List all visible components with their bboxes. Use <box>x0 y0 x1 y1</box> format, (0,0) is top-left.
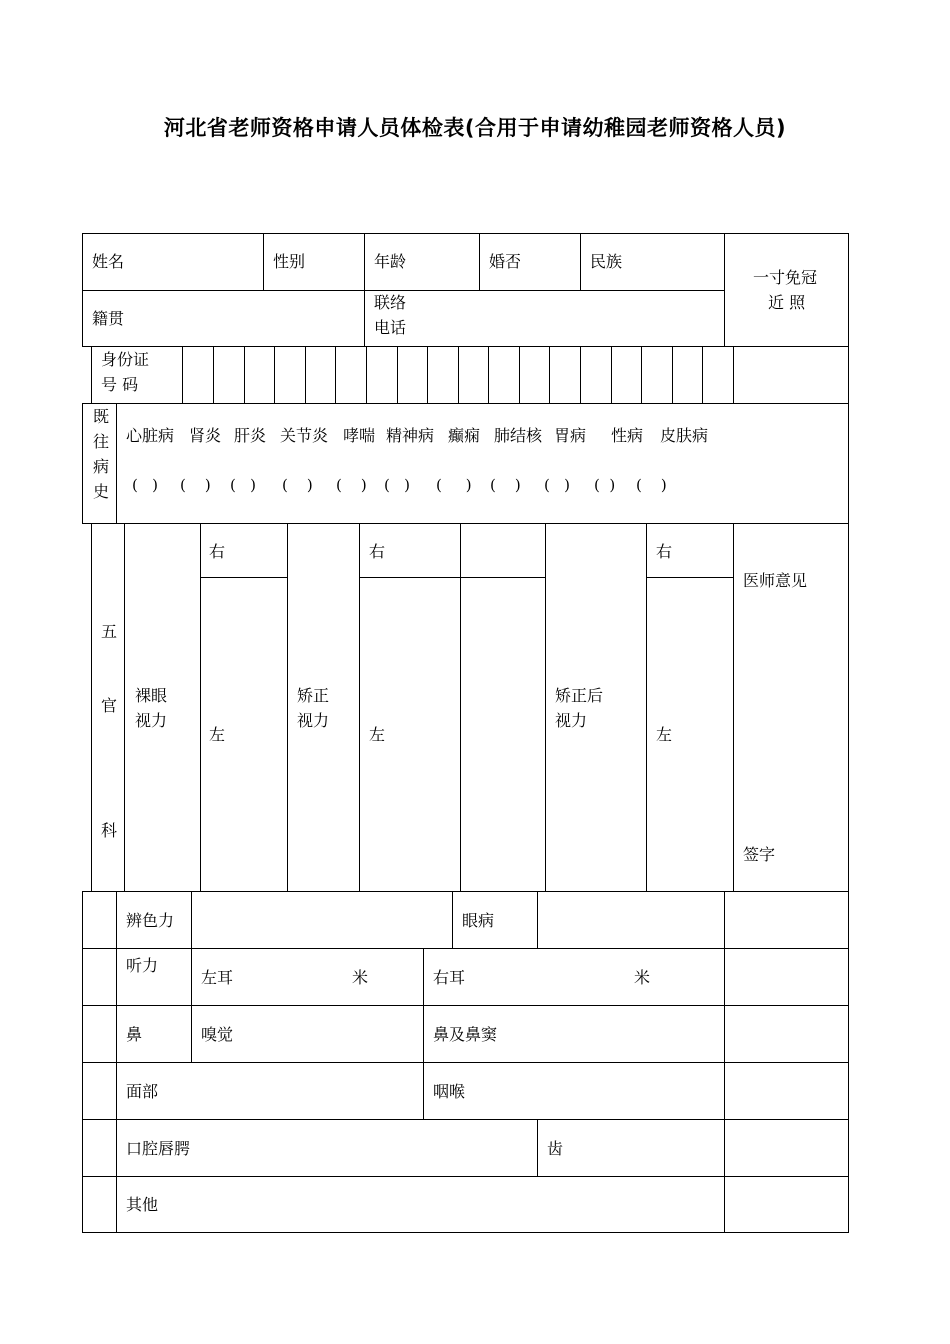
smell-label: 嗅觉 <box>201 1025 234 1044</box>
color-vision-label: 辨色力 <box>126 911 175 930</box>
history-label-char: 史 <box>93 482 110 501</box>
corrected-vision-label-line1: 矫正 <box>297 686 330 705</box>
disease-heart: 心脏病 <box>126 426 175 445</box>
other-label: 其他 <box>126 1195 159 1214</box>
disease-std: 性病 <box>611 426 644 445</box>
ethnicity-label: 民族 <box>590 252 623 271</box>
phone-label-line1: 联络 <box>374 293 407 312</box>
nose-label: 鼻 <box>126 1025 143 1044</box>
disease-checkbox[interactable]: ( ) <box>594 476 616 494</box>
disease-tuberculosis: 肺结核 <box>494 426 543 445</box>
age-label: 年龄 <box>374 252 407 271</box>
page-title: 河北省老师资格申请人员体检表(合用于申请幼稚园老师资格人员) <box>163 116 787 140</box>
photo-label-line1: 一寸免冠 <box>753 268 818 287</box>
after-correction-label-line2: 视力 <box>555 711 588 730</box>
disease-epilepsy: 癫痫 <box>448 426 481 445</box>
naked-left-label: 左 <box>209 725 226 744</box>
disease-checkbox[interactable]: ( ) <box>336 476 367 494</box>
naked-vision-label-line1: 裸眼 <box>135 686 168 705</box>
corrected-vision-label-line2: 视力 <box>297 711 330 730</box>
disease-checkbox[interactable]: ( ) <box>436 476 472 494</box>
disease-checkbox[interactable]: ( ) <box>490 476 521 494</box>
throat-label: 咽喉 <box>433 1082 466 1101</box>
eye-disease-label: 眼病 <box>462 911 495 930</box>
naked-vision-label-line2: 视力 <box>135 711 168 730</box>
history-label-char: 病 <box>93 457 110 476</box>
disease-checkbox[interactable]: ( ) <box>384 476 411 494</box>
disease-nephritis: 肾炎 <box>189 426 222 445</box>
hearing-label: 听力 <box>126 956 159 975</box>
disease-checkbox[interactable]: ( ) <box>636 476 667 494</box>
disease-checkbox[interactable]: ( ) <box>230 476 257 494</box>
gender-label: 性别 <box>273 252 306 271</box>
disease-mental: 精神病 <box>386 426 435 445</box>
teeth-label: 齿 <box>547 1139 564 1158</box>
phone-label-line2: 电话 <box>374 318 407 337</box>
history-label-char: 往 <box>93 432 110 451</box>
dept-char: 官 <box>101 696 118 715</box>
disease-skin: 皮肤病 <box>660 426 709 445</box>
disease-checkbox[interactable]: ( ) <box>282 476 313 494</box>
disease-checkbox[interactable]: ( ) <box>544 476 571 494</box>
id-label-line2: 号 码 <box>101 375 139 394</box>
marital-label: 婚否 <box>489 252 522 271</box>
face-label: 面部 <box>126 1082 159 1101</box>
oral-label: 口腔唇腭 <box>126 1139 191 1158</box>
after-right-label: 右 <box>656 542 673 561</box>
after-left-label: 左 <box>656 725 673 744</box>
corrected-left-label: 左 <box>369 725 386 744</box>
dept-char: 科 <box>101 821 118 840</box>
corrected-right-label: 右 <box>369 542 386 561</box>
disease-stomach: 胃病 <box>554 426 587 445</box>
disease-hepatitis: 肝炎 <box>234 426 267 445</box>
disease-arthritis: 关节炎 <box>280 426 329 445</box>
right-ear-label: 右耳 <box>433 968 466 987</box>
left-ear-unit: 米 <box>352 968 369 987</box>
disease-checkbox[interactable]: ( ) <box>132 476 159 494</box>
disease-checkbox[interactable]: ( ) <box>180 476 211 494</box>
signature-label: 签字 <box>743 845 776 864</box>
disease-asthma: 哮喘 <box>343 426 376 445</box>
history-label-char: 既 <box>93 407 110 426</box>
nose-sinus-label: 鼻及鼻窦 <box>433 1025 498 1044</box>
naked-right-label: 右 <box>209 542 226 561</box>
photo-label-line2: 近 照 <box>768 293 806 312</box>
after-correction-label-line1: 矫正后 <box>555 686 604 705</box>
name-label: 姓名 <box>92 252 125 271</box>
disease-checkbox-row <box>128 474 728 496</box>
left-ear-label: 左耳 <box>201 968 234 987</box>
doctor-opinion-label: 医师意见 <box>743 571 808 590</box>
id-label-line1: 身份证 <box>101 350 150 369</box>
hometown-label: 籍贯 <box>92 309 125 328</box>
right-ear-unit: 米 <box>634 968 651 987</box>
dept-char: 五 <box>101 622 118 641</box>
